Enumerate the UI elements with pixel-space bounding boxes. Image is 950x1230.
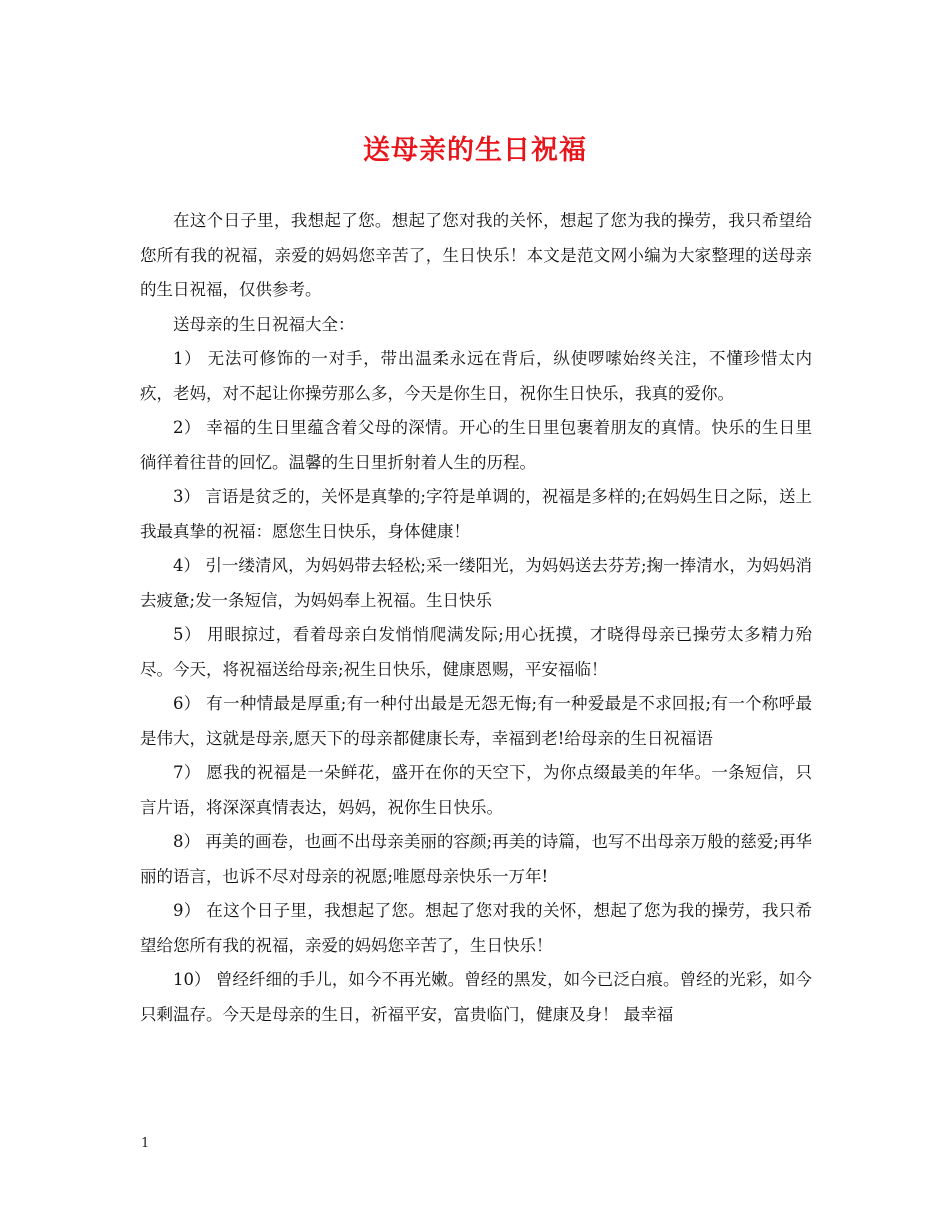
wish-item-9: 9） 在这个日子里，我想起了您。想起了您对我的关怀，想起了您为我的操劳，我只希望给您所有我的祝福，亲爱的妈妈您辛苦了，生日快乐！	[140, 901, 812, 955]
document-body	[140, 204, 812, 1032]
wish-item-2: 2） 幸福的生日里蕴含着父母的深情。开心的生日里包裹着朋友的真情。快乐的生日里徜徉着往昔的回忆。温馨的生日里折射着人生的历程。	[140, 418, 812, 472]
wish-item-6: 6） 有一种情最是厚重;有一种付出最是无怨无悔;有一种爱最是不求回报;有一个称呼最是伟大，这就是母亲,愿天下的母亲都健康长寿，幸福到老!给母亲的生日祝福语	[140, 694, 812, 748]
section-heading: 送母亲的生日祝福大全：	[173, 314, 355, 334]
document-title: 送母亲的生日祝福	[363, 135, 587, 166]
wish-item-5: 5） 用眼掠过，看着母亲白发悄悄爬满发际;用心抚摸，才晓得母亲已操劳太多精力殆尽。今天，将祝福送给母亲;祝生日快乐，健康恩赐，平安福临！	[140, 625, 812, 679]
wish-item-3: 3） 言语是贫乏的，关怀是真挚的;字符是单调的，祝福是多样的;在妈妈生日之际，送上我最真挚的祝福：愿您生日快乐，身体健康！	[140, 487, 812, 541]
wish-item-10: 10） 曾经纤细的手儿，如今不再光嫩。曾经的黑发，如今已泛白痕。曾经的光彩，如今只剩温存。今天是母亲的生日，祈福平安，富贵临门，健康及身！ 最幸福	[140, 970, 812, 1024]
wish-item-1: 1） 无法可修饰的一对手，带出温柔永远在背后，纵使啰嗦始终关注，不懂珍惜太内疚，老妈，对不起让你操劳那么多，今天是你生日，祝你生日快乐，我真的爱你。	[140, 349, 812, 403]
wish-item-8: 8） 再美的画卷，也画不出母亲美丽的容颜;再美的诗篇，也写不出母亲万般的慈爱;再华丽的语言，也诉不尽对母亲的祝愿;唯愿母亲快乐一万年!	[140, 832, 812, 886]
intro-paragraph: 在这个日子里，我想起了您。想起了您对我的关怀，想起了您为我的操劳，我只希望给您所有我的祝福，亲爱的妈妈您辛苦了，生日快乐！本文是范文网小编为大家整理的送母亲的生日祝福，仅供参考。	[140, 211, 812, 299]
wish-item-7: 7） 愿我的祝福是一朵鲜花，盛开在你的天空下，为你点缀最美的年华。一条短信，只言片语，将深深真情表达，妈妈，祝你生日快乐。	[140, 763, 812, 817]
wish-item-4: 4） 引一缕清风，为妈妈带去轻松;采一缕阳光，为妈妈送去芬芳;掬一捧清水，为妈妈消去疲惫;发一条短信，为妈妈奉上祝福。生日快乐	[140, 556, 812, 610]
page-number: 1	[141, 1136, 150, 1151]
